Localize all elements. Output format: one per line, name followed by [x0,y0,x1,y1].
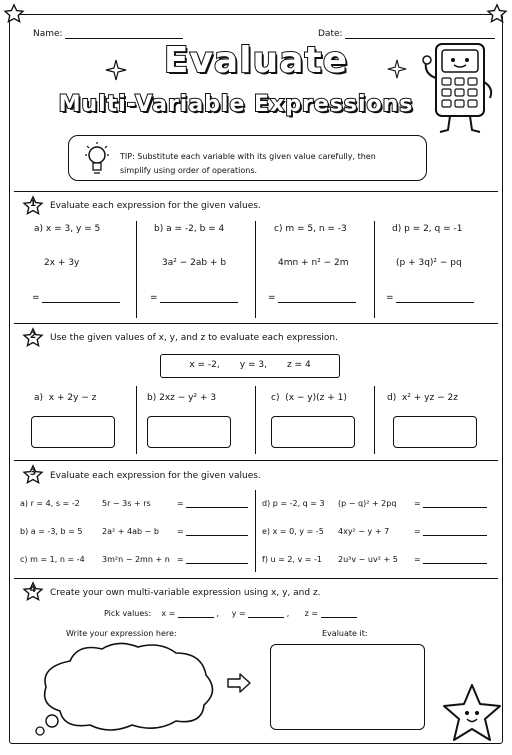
s2-answer-box-a[interactable] [31,416,115,448]
x-value-blank[interactable] [178,611,214,618]
column-divider [255,221,256,318]
s3-item-b-expr: 2a² + 4ab − b [102,527,159,536]
s1-item-c-expr: 4mn + n² − 2m [278,258,349,268]
s3-item-d-expr: (p − q)² + 2pq [338,499,397,508]
s2-answer-box-c[interactable] [271,416,355,448]
s3-item-c-expr: 3m²n − 2mn + n [102,555,170,564]
column-divider [255,490,256,572]
column-divider [136,386,137,454]
section2-number: 2 [29,331,37,341]
name-label: Name: [33,29,63,39]
s3-item-e-expr: 4xy² − y + 7 [338,527,390,536]
s2-item-b-expr: b) 2xz − y² + 3 [147,393,217,403]
s1-item-c-answer[interactable]: = [268,293,356,303]
s1-item-d-expr: (p + 3q)² − pq [396,258,462,268]
s3-item-e-answer[interactable]: = [414,527,487,536]
z-label: z = [304,609,319,618]
s2-item-d-expr: d) x² + yz − 2z [387,393,458,403]
given-values: x = -2, y = 3, z = 4 [189,360,311,370]
s1-item-d-values: d) p = 2, q = -1 [392,224,463,234]
corner-star-icon [486,3,508,25]
calculator-mascot-icon [420,38,500,138]
section1-instruction: Evaluate each expression for the given values. [50,201,261,211]
s3-item-a-answer[interactable]: = [177,499,248,508]
tip-line1: TIP: Substitute each variable with its given value carefully, then [120,152,376,161]
date-label: Date: [318,29,343,39]
section3-number: 3 [29,468,37,478]
tip-text [120,150,376,178]
s1-item-c-values: c) m = 5, n = -3 [274,224,347,234]
s3-item-c-answer[interactable]: = [177,555,248,564]
lightbulb-icon [84,140,110,178]
s3-item-a-expr: 5r − 3s + rs [102,499,151,508]
title-line2: Multi-Variable Expressions [58,92,414,117]
pick-values-row: Pick values: x = , y = , z = [104,609,357,618]
s1-item-a-answer[interactable]: = [32,293,120,303]
s3-item-d-values: d) p = -2, q = 3 [262,499,325,508]
s2-item-c-expr: c) (x − y)(z + 1) [271,393,347,403]
column-divider [374,221,375,318]
s3-item-f-values: f) u = 2, v = -1 [262,555,323,564]
expression-cloud[interactable] [30,639,220,737]
pick-label: Pick values: [104,609,152,618]
s3-item-b-answer[interactable]: = [177,527,248,536]
s2-answer-box-b[interactable] [147,416,231,448]
sparkle-icon [386,58,408,80]
s1-item-b-answer[interactable]: = [150,293,238,303]
x-label: x = [161,609,176,618]
section3-instruction: Evaluate each expression for the given values. [50,471,261,481]
s3-item-e-values: e) x = 0, y = -5 [262,527,324,536]
s3-item-b-values: b) a = -3, b = 5 [20,527,83,536]
y-value-blank[interactable] [248,611,284,618]
column-divider [374,386,375,454]
s1-item-b-values: b) a = -2, b = 4 [154,224,225,234]
title-line1: Evaluate [163,40,349,81]
s2-answer-box-d[interactable] [393,416,477,448]
section4-number: 4 [29,585,37,595]
section-divider [14,578,498,579]
evaluate-label: Evaluate it: [322,629,368,638]
section-divider [14,191,498,192]
column-divider [136,221,137,318]
name-field[interactable] [33,29,183,39]
s2-item-a-expr: a) x + 2y − z [34,393,97,403]
corner-star-icon [3,3,25,25]
y-label: y = [231,609,246,618]
s1-item-a-expr: 2x + 3y [44,258,80,268]
evaluate-answer-box[interactable] [270,644,425,730]
s3-item-c-values: c) m = 1, n = -4 [20,555,85,564]
section-divider [14,460,498,461]
star-mascot-icon [440,682,504,746]
section-divider [14,323,498,324]
section2-instruction: Use the given values of x, y, and z to evaluate each expression. [50,333,338,343]
s3-item-f-expr: 2u³v − uv² + 5 [338,555,398,564]
column-divider [255,386,256,454]
s3-item-a-values: a) r = 4, s = -2 [20,499,80,508]
arrow-right-icon [226,673,252,693]
s3-item-f-answer[interactable]: = [414,555,487,564]
s1-item-b-expr: 3a² − 2ab + b [162,258,227,268]
section4-instruction: Create your own multi-variable expression using x, y, and z. [50,588,321,598]
tip-line2: simplify using order of operations. [120,166,258,175]
s1-item-d-answer[interactable]: = [386,293,474,303]
s3-item-d-answer[interactable]: = [414,499,487,508]
s1-item-a-values: a) x = 3, y = 5 [34,224,101,234]
write-label: Write your expression here: [66,629,177,638]
z-value-blank[interactable] [321,611,357,618]
section1-number: 1 [29,199,37,209]
sparkle-icon [104,58,128,82]
